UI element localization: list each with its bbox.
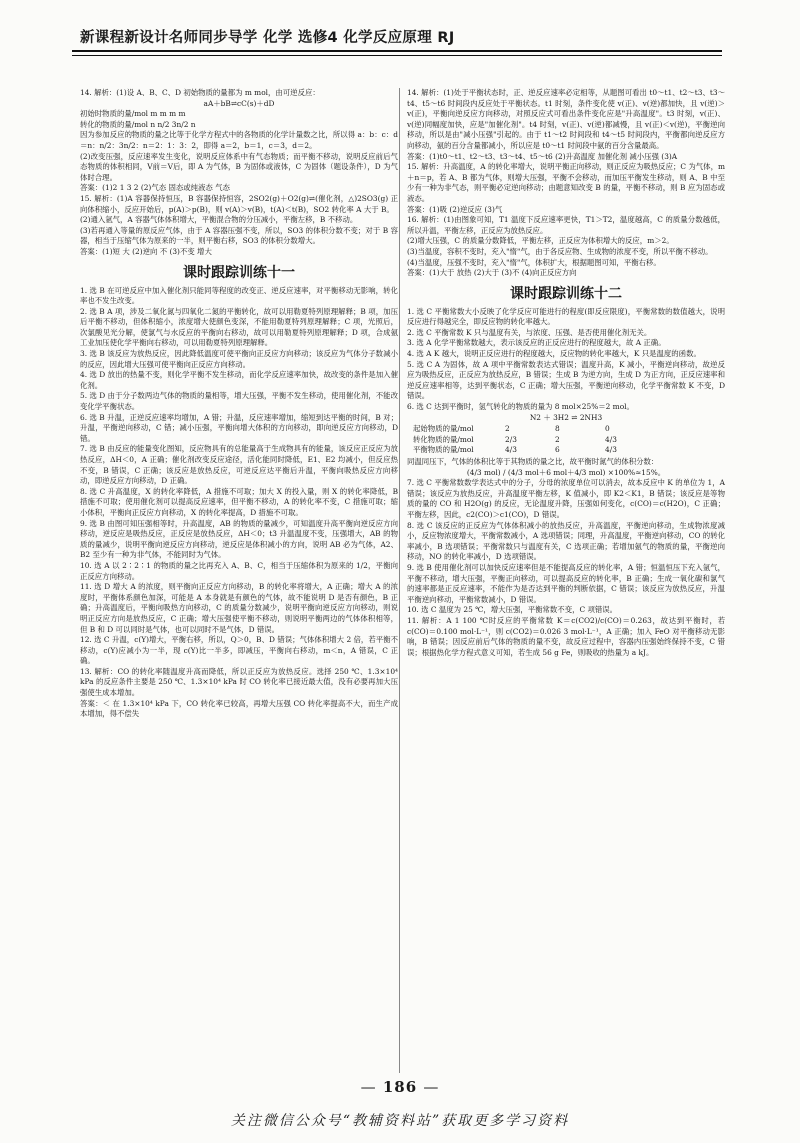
column-divider: [399, 88, 400, 1073]
table-row-label: 转化物质的量/mol: [413, 434, 474, 444]
table-cell: 6: [555, 445, 560, 455]
item-12-8: 8. 选 C 该反应的正反应为气体体积减小的放热反应，升高温度，平衡逆向移动，生成物浓度减小，反应物浓度增大，平衡常数减小，A 选项错误；同理，升高温度，平衡逆向移动，CO 的转化率减小，B 选项错误；平衡常数只与温度有关，C 选项正确；若增加氨气的物质的量，平衡逆向移动，NO 的转化率减小，D 选项错误。: [407, 520, 725, 562]
item-12-9: 9. 选 B 使用催化剂可以加快反应速率但是不能提高反应的转化率，A 错；恒温恒压下充入氩气，平衡不移动，增大压强，平衡正向移动，可以提高反应的转化率，B 正确；生成一氧化碳和氯气的速率都是正反应速率，不能作为是否达到平衡的判断依据，C 错误；该反应为放热反应，升温平衡逆向移动，平衡常数减小，D 错误。: [407, 562, 725, 604]
volume-fraction-formula: (4/3 mol) / (4/3 mol＋6 mol＋4/3 mol) ×100%≈15%。: [466, 467, 666, 477]
page-number-value: 186: [382, 1078, 418, 1096]
item-11-7: 7. 选 B 由反应的能量变化图知，反应物具有的总能量高于生成物具有的能量，该反应正反应为放热反应，ΔH＜0，A 正确；催化剂改变反应途径，活化能同时降低，E1、E2 均减小，但反应热不变，B 错误，C 正确；该反应是放热反应，可逆反应达平衡后升温，平衡向吸热反应方向移动，即逆反应方向移动，D 正确。: [80, 444, 398, 486]
answer-15b-result: 答案：(1)吸 (2)逆反应 (3)气: [407, 204, 503, 214]
item-12-1: 1. 选 C 平衡常数大小反映了化学反应可能进行的程度(即反应限度)，平衡常数的数值越大，说明反应进行得越完全，即反应物的转化率越大。: [407, 306, 725, 327]
item-12-4: 4. 选 A K 越大，说明正反应进行的程度越大，反应物的转化率越大，K 只是温度的函数。: [407, 349, 701, 359]
answer-15-part2: (2)通入氩气，A 容器气体体积增大，平衡混合物的分压减小，平衡左移，B 不移动。: [80, 215, 358, 225]
reaction-equation: aA＋bB⇌cC(s)＋dD: [203, 98, 275, 108]
footer-note: 关注微信公众号“教辅资料站”获取更多学习资料: [230, 1113, 570, 1129]
answer-14b: 14. 解析：(1)处于平衡状态时，正、逆反应速率必定相等，从题图可看出 t0～t1、t2～t3、t3～t4、t5～t6 时间段内反应处于平衡状态。t1 时刻，条件变化使 v(正)、v(逆)都加快，且 v(逆)＞v(正)，平衡向逆反应方向移动，对照反应式可看出条件变化应是"升高温度"。t3 时刻，v(正)、v(逆)同幅度加快，应是"加催化剂"。t4 时刻，v(正)、v(逆)都减慢，且 v(正)＜v(逆)，平衡逆向移动，所以是由"减小压强"引起的。由于 t1～t2 时间段和 t4～t5 时间段内，平衡都向逆反应方向移动，氨的百分含量都减小，所以应是 t0～t1 时间段中氨的百分含量最高。: [407, 88, 725, 150]
item-11-3: 3. 选 B 该反应为放热反应，因此降低温度可使平衡向正反应方向移动；该反应为气体分子数减小的反应，因此增大压强可使平衡向正反应方向移动。: [80, 349, 398, 369]
section-title-11: 课时跟踪训练十一: [183, 264, 295, 281]
answer-14-ratio: 因为参加反应的物质的量之比等于化学方程式中的各物质的化学计量数之比，所以得 a：b：c：d＝n：n/2：3n/2：n＝2：1：3：2，即得 a＝2，b＝1，c＝3，d＝2。: [80, 130, 398, 150]
table-cell: 4/3: [605, 434, 617, 444]
table-row-label: 起始物质的量/mol: [413, 424, 474, 434]
item-11-2: 2. 选 B A 项，涉及二氧化氮与四氧化二氮的平衡转化，故可以用勒夏特列原理解释；B 项，加压后平衡不移动，但体积缩小，浓度增大使颜色变深，不能用勒夏特列原理解释；C 项，光照后，次氯酸见光分解，使氯气与水反应的平衡向右移动，故可以用勒夏特列原理解释；D 项，合成氨工业加压使化学平衡向右移动，可以用勒夏特列原理解释。: [80, 306, 398, 348]
initial-amount-row: 初始时物质的量/mol m m m m: [80, 109, 186, 119]
table-cell: 8: [555, 424, 560, 434]
item-12-10: 10. 选 C 温度为 25 ℃，增大压强，平衡常数不变，C 项错误。: [407, 605, 618, 615]
answer-14-result: 答案：(1)2 1 3 2 (2)气态 固态或纯液态 气态: [80, 183, 230, 193]
table-cell: 0: [605, 424, 610, 434]
answer-15-part3: (3)若再通入等量的原反应气体，由于 A 容器压强不变，所以，SO3 的体积分数不变；对于 B 容器，相当于压缩气体为原来的一半，则平衡右移，SO3 的体积分数增大。: [80, 225, 398, 246]
table-cell: 2: [505, 424, 510, 434]
item-11-4: 4. 选 D 放出的热量不变，则化学平衡不发生移动，而化学反应速率加快，故改变的条件是加入催化剂。: [80, 370, 398, 390]
header-rule-thick: [72, 50, 722, 52]
answer-16-part2: (2)增大压强，C 的质量分数降低，平衡左移，正反应为体积增大的反应，m＞2。: [407, 236, 674, 246]
answer-14-part2: (2)改变压强，反应速率发生变化，说明反应体系中有气态物质；而平衡不移动，说明反应前后气态物质的体积相同，V前＝V后，即 A 为气体，B 为固体或液体，C 为固体（题设条件），D 为气体时合理。: [80, 151, 398, 182]
item-11-11: 11. 选 D 增大 A 的浓度，则平衡向正反应方向移动，B 的转化率将增大，A 正确；增大 A 的浓度时，平衡体系颜色加深，可能是 A 本身就是有颜色的气体，故不能说明 D 是否有颜色，B 正确；升高温度后，平衡向吸热方向移动，C 的质量分数减少，说明平衡向逆反应方向移动，则说明正反应方向是放热反应，C 正确；增大压强使平衡不移动，则说明平衡两边的气体体积相等，但 B 和 D 可以同时是气体，也可以同时不是气体，D 错误。: [80, 582, 398, 634]
item-12-6: 6. 选 C 达到平衡时，氢气转化的物质的量为 8 mol×25%＝2 mol。: [407, 402, 634, 412]
table-cell: 2: [555, 434, 560, 444]
left-column: [80, 88, 398, 720]
item-11-12: 12. 选 C 升温，c(Y)增大，平衡右移，所以，Q＞0，B、D 错误；气体体积增大 2 倍，若平衡不移动，c(Y)应减小为一半，现 c(Y)比一半多，即减压，平衡向右移动，m＜n，A 错误，C 正确。: [80, 635, 398, 666]
answer-14-intro: 14. 解析：(1)设 A、B、C、D 初始物质的量都为 m mol，由可逆反应：: [80, 88, 320, 97]
ammonia-equation: N2 ＋ 3H2 ⇌ 2NH3: [529, 412, 603, 422]
page-number-dash-right: —: [423, 1078, 440, 1096]
item-11-8: 8. 选 C 升高温度，X 的转化率降低，A 措施不可取；加大 X 的投入量，则 X 的转化率降低，B 措施不可取；使用催化剂可以提高反应速率，但平衡不移动，A 的转化率不变，C 措施可取；缩小体积，平衡向正反应方向移动，X 的转化率提高，D 措施不可取。: [80, 486, 398, 517]
answer-14b-result: 答案：(1)t0～t1、t2～t3、t3～t4、t5～t6 (2)升高温度 加催化剂 减小压强 (3)A: [407, 151, 678, 161]
item-11-10: 10. 选 A 以 2∶2∶1 的物质的量之比再充入 A、B、C，相当于压缩体积为原来的 1/2，平衡向正反应方向移动。: [80, 560, 398, 581]
header-rule-thin: [72, 55, 722, 56]
table-row-label: 平衡物质的量/mol: [413, 445, 474, 455]
answer-16-result: 答案：(1)大于 放热 (2)大于 (3)不 (4)向正反应方向: [407, 268, 577, 278]
item-12-3: 3. 选 A 化学平衡常数越大，表示该反应的正反应进行的程度越大，故 A 正确。: [407, 338, 666, 348]
item-11-9: 9. 选 B 由图可知压强相等时，升高温度，AB 的物质的量减少，可知温度升高平衡向逆反应方向移动，逆反应是吸热反应，正反应是放热反应，ΔH＜0；t3 升温温度不变，压强增大，AB 的物质的量减少，说明平衡向逆反应方向移动，逆反应是体积减小的方向，说明 AB 必为气体，A2、B2 至少有一种为非气体，不能同时为气体。: [80, 518, 398, 560]
answer-15-part1: 15. 解析：(1)A 容器保持恒压，B 容器保持恒容，2SO2(g)＋O2(g)⇌(催化剂，△)2SO3(g) 正向体积缩小，反应开始后，p(A)＞p(B)，则 v(A)＞v(B)，t(A)＜t(B)，SO2 转化率 A 大于 B。: [80, 193, 398, 214]
answer-15-result: 答案：(1)短 大 (2)逆向 不 (3)不变 增大: [80, 246, 212, 256]
table-cell: 4/3: [605, 445, 617, 455]
item-11-6: 6. 选 B 升温，正逆反应速率均增加，A 错；升温，反应速率增加，缩短到达平衡的时间，B 对；升温，平衡逆向移动，C 错；减小压强，平衡向增大体积的方向移动，即向逆反应方向移动，D 错。: [80, 412, 398, 443]
answer-16-part3: (3)当温度，容积不变时，充入"惰"气，由于各反应物、生成物的浓度不变，所以平衡不移动。: [407, 246, 713, 256]
header-title: 新课程新设计名师同步导学 化学 选修4 化学反应原理 RJ: [80, 30, 455, 46]
item-11-5: 5. 选 D 由于分子数两边气体的物质的量相等，增大压强，平衡不发生移动，使用催化剂，不能改变化学平衡状态。: [80, 391, 398, 412]
item-12-11: 11. 解析：A 1 100 ℃时反应的平衡常数 K＝c(CO2)/c(CO)＝0.263，故达到平衡时，若 c(CO)＝0.100 mol·L⁻¹，则 c(CO2)＝0.026 3 mol·L⁻¹，A 正确；加入 FeO 对平衡移动无影响，B 错误；因反应前后气体的物质的量不变，故反应过程中，容器内压强始终保持不变，C 错误；根据热化学方程式意义可知，若生成 56 g Fe，则吸收的热量为 a kJ。: [407, 615, 725, 657]
right-column: [407, 88, 725, 658]
table-cell: 4/3: [505, 445, 517, 455]
page-number-dash-left: —: [360, 1078, 377, 1096]
equilibrium-table: [413, 424, 725, 456]
item-11-13: 13. 解析：CO 的转化率随温度升高而降低，所以正反应为放热反应。选择 250 ℃、1.3×10⁴ kPa 的反应条件主要是 250 ℃、1.3×10⁴ kPa 时 CO 转化率已接近最大值，没有必要再加大压强使生成本增加。: [80, 666, 398, 698]
section-title-12: 课时跟踪训练十二: [510, 285, 622, 302]
converted-amount-row: 转化的物质的量/mol n n/2 3n/2 n: [80, 119, 196, 129]
item-12-2: 2. 选 C 平衡常数 K 只与温度有关，与浓度、压强、是否使用催化剂无关。: [407, 327, 652, 337]
page-number: [0, 1078, 800, 1096]
answer-16-part4: (4)当温度，压强不变时，充入"惰"气，体积扩大，根据题图可知，平衡右移。: [407, 257, 661, 267]
answer-16-part1: 16. 解析：(1)由图象可知，T1 温度下反应速率更快，T1＞T2，温度越高，C 的质量分数越低，所以升温，平衡左移，正反应为放热反应。: [407, 215, 725, 235]
item-11-13-answer: 答案：＜ 在 1.3×10⁴ kPa 下，CO 转化率已较高，再增大压强 CO 转化率提高不大，而生产成本增加，得不偿失: [80, 698, 398, 719]
table-cell: 2/3: [505, 434, 517, 444]
item-12-5: 5. 选 C A 为固体，故 A 项中平衡常数表达式错误；温度升高，K 减小，平衡逆向移动，故逆反应为吸热反应，正反应为放热反应，B 错误；生成 B 为逆方向，生成 D 为正方向，正反应速率和逆反应速率相等，达到平衡状态，C 正确；增大压强，平衡逆向移动，化学平衡常数 K 不变，D 错误。: [407, 359, 725, 401]
page-header: [72, 22, 722, 66]
item-11-1: 1. 选 B 在可逆反应中加入催化剂只能同等程度的改变正、逆反应速率，对平衡移动无影响，转化率也不发生改变。: [80, 285, 398, 306]
answer-15b: 15. 解析：升高温度，A 的转化率增大，说明平衡正向移动，则正反应为吸热反应；C 为气体，m＋n＝p，若 A、B 都为气体，则增大压强，平衡不会移动，而加压平衡发生移动，则 A、B 中至少有一种为非气态，则平衡必定逆向移动；由题意知改变 B 的量，平衡不移动，则 B 应为固态或液态。: [407, 162, 725, 203]
item-12-6-note: 同温同压下，气体的体积比等于其物质的量之比，故平衡时氮气的体积分数：: [407, 457, 659, 466]
item-12-7: 7. 选 C 平衡常数数学表达式中的分子，分母的浓度单位可以消去，故本反应中 K 的单位为 1，A 错误；该反应为放热反应，升高温度平衡左移，K 值减小，即 K2＜K1，B 错误；该反应是等物质的量的 CO 和 H2O(g) 的反应，无论温度升降，压强如何变化，c(CO)＝c(H2O)，C 正确；平衡左移，因此，c2(CO)＞c1(CO)，D 错误。: [407, 478, 725, 519]
